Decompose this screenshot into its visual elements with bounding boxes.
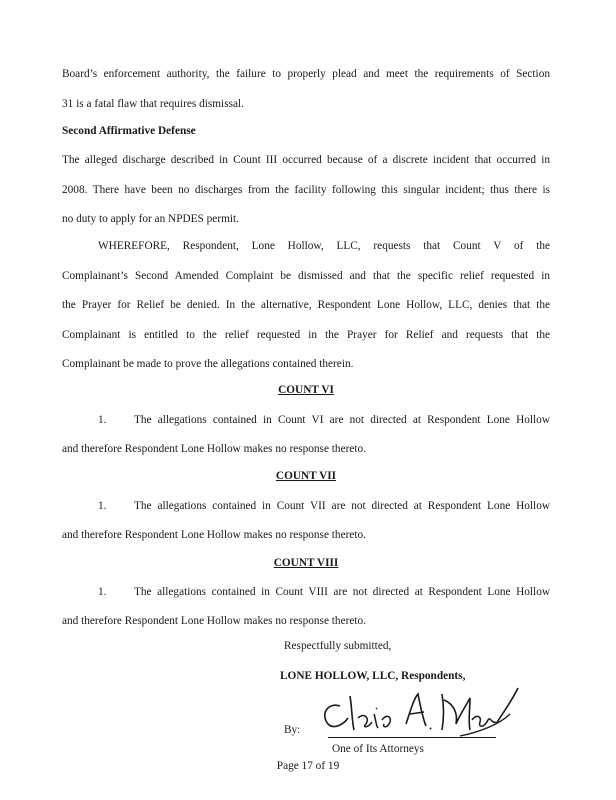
page-number: Page 17 of 19	[276, 760, 340, 772]
attorney-label: One of Its Attorneys	[332, 743, 424, 755]
by-label: By:	[284, 724, 301, 736]
second-defense-paragraph	[62, 146, 550, 235]
count-vi-paragraph	[134, 406, 550, 436]
party-name: LONE HOLLOW, LLC, Respondents,	[280, 670, 466, 682]
paragraph-number: 1.	[98, 586, 107, 598]
count-viii-paragraph	[134, 578, 550, 608]
count-vii-heading: COUNT VII	[275, 470, 337, 482]
text-line: and therefore Respondent Lone Hollow makes no response thereto.	[62, 615, 366, 627]
wherefore-paragraph	[62, 232, 550, 380]
text-line: and therefore Respondent Lone Hollow makes no response thereto.	[62, 529, 366, 541]
text-line: The allegations contained in Count VII are not directed at Respondent Lone Hollow	[134, 500, 550, 512]
text-line: no duty to apply for an NPDES permit.	[62, 213, 239, 225]
count-vi-paragraph-cont	[62, 435, 550, 465]
text-line: The allegations contained in Count VIII are not directed at Respondent Lone Hollow	[134, 586, 550, 598]
paragraph-number: 1.	[98, 500, 107, 512]
count-viii-heading: COUNT VIII	[273, 557, 339, 569]
text-line: 2008. There have been no discharges from the facility following this singular incident; thus there is	[62, 183, 550, 196]
count-vii-paragraph	[134, 492, 550, 522]
text-line: WHEREFORE, Respondent, Lone Hollow, LLC, requests that Count V of the	[98, 240, 550, 252]
text-line: Complainant is entitled to the relief requested in the Prayer for Relief and requests that the	[62, 328, 550, 341]
text-line: and therefore Respondent Lone Hollow makes no response thereto.	[62, 443, 366, 455]
text-line: the Prayer for Relief be denied. In the alternative, Respondent Lone Hollow, LLC, denies that the	[62, 299, 550, 311]
count-vi-heading: COUNT VI	[278, 384, 334, 396]
text-line: 31 is a fatal flaw that requires dismissal.	[62, 97, 244, 110]
signature-line	[328, 737, 496, 738]
text-line: The allegations contained in Count VI are not directed at Respondent Lone Hollow	[134, 414, 550, 426]
text-line: The alleged discharge described in Count III occurred because of a discrete incident that occurred in	[62, 154, 550, 166]
respectfully-submitted: Respectfully submitted,	[284, 640, 392, 652]
intro-paragraph	[62, 60, 550, 119]
text-line: Complainant be made to prove the allegations contained therein.	[62, 358, 354, 370]
count-vii-paragraph-cont	[62, 521, 550, 551]
second-defense-heading: Second Affirmative Defense	[62, 125, 196, 137]
signature-image	[310, 684, 522, 744]
text-line: Board’s enforcement authority, the failure to properly plead and meet the requirements of Section	[62, 68, 550, 80]
paragraph-number: 1.	[98, 414, 107, 426]
text-line: Complainant’s Second Amended Complaint be dismissed and that the specific relief requested in	[62, 269, 550, 282]
